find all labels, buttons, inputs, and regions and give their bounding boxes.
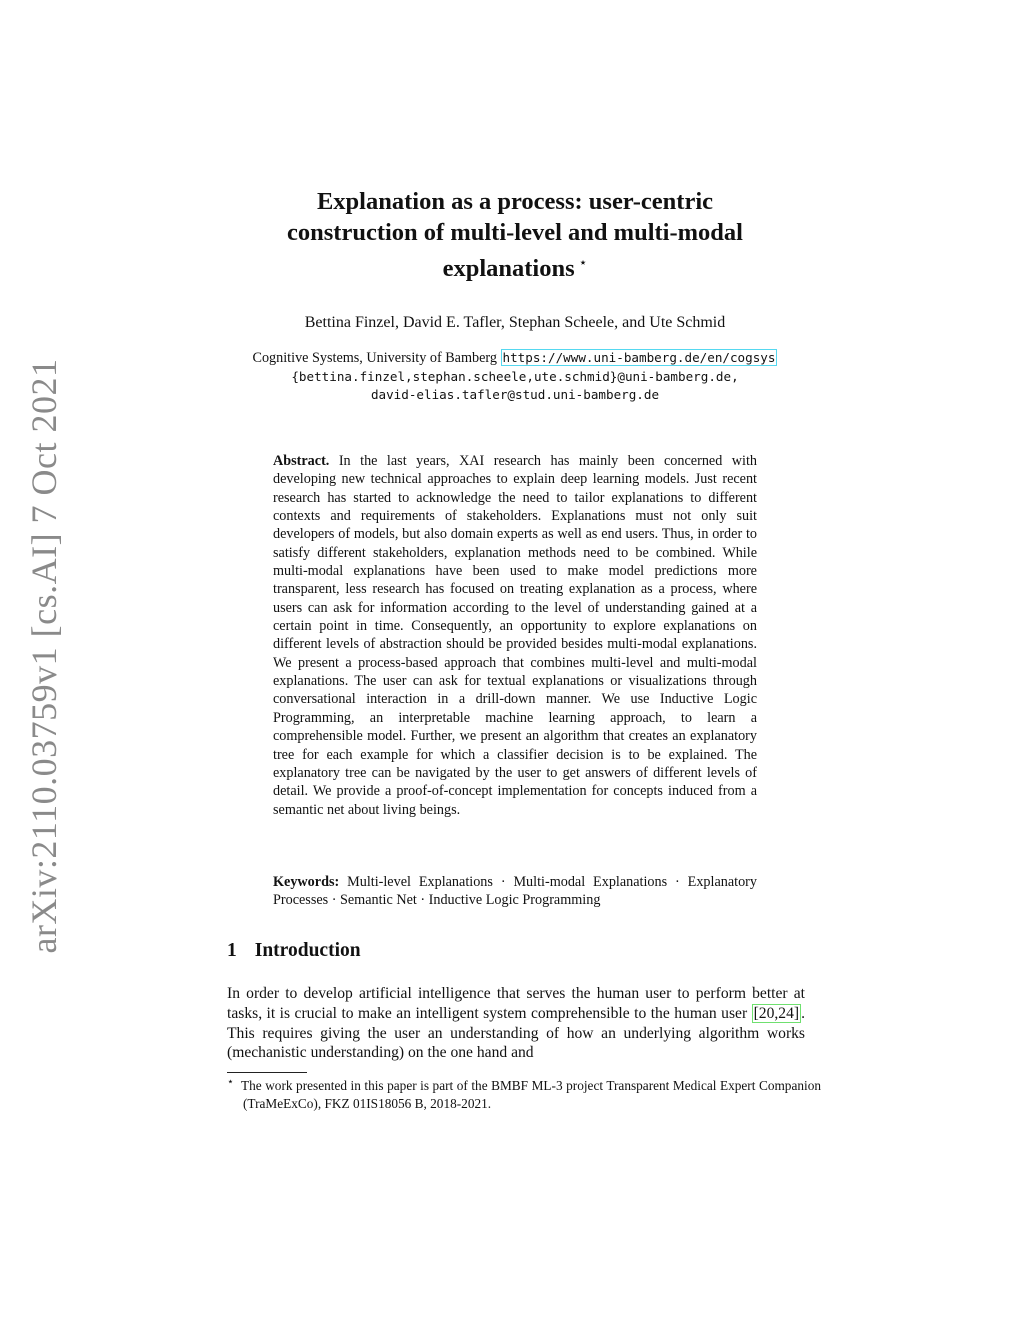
section-number: 1 (227, 940, 237, 961)
title-footnote-mark[interactable]: ⋆ (578, 256, 588, 271)
citation-link[interactable]: [20,24] (753, 1004, 800, 1022)
affiliation-line-1 (200, 349, 830, 368)
title-line-1: Explanation as a process: user-centric (316, 188, 714, 215)
section-title: Introduction (254, 940, 361, 961)
intro-text-before: In order to develop artificial intelligence that serves the human user to perform better at tasks, it is crucial to make an intelligent system comprehensible to the human user (227, 985, 805, 1022)
footnote-divider (227, 1072, 307, 1073)
footnote-text: The work presented in this paper is part of the BMBF ML-3 project Transparent Medical Expert Companion (TraMeExCo), FKZ 01IS18056 B, 2018-2021. (241, 1078, 821, 1112)
keywords-text: Multi-level Explanations · Multi-modal Explanations · Explanatory Processes · Semantic Net · Inductive Logic Programming (273, 874, 757, 909)
author-emails-line-1: {bettina.finzel,stephan.scheele,ute.schmid}@uni-bamberg.de, (291, 368, 739, 384)
abstract (273, 452, 757, 819)
footnote: ⋆ The work presented in this paper is part of the BMBF ML-3 project Transparent Medical Expert Companion (TraMeExCo), FKZ 01IS18056 B, 2018-2021. (227, 1075, 821, 1112)
title-line-3 (230, 248, 800, 284)
arxiv-identifier: arXiv:2110.03759v1 [cs.AI] 7 Oct 2021 (24, 358, 64, 954)
title-line-3-text: explanations (442, 255, 575, 283)
title-line-2: construction of multi-level and multi-modal (287, 219, 743, 246)
affiliation-block (200, 349, 830, 405)
paper-title (230, 186, 800, 284)
author-emails-line-2: david-elias.tafler@stud.uni-bamberg.de (370, 387, 660, 402)
keywords-label: Keywords: (273, 874, 340, 890)
institution-name: Cognitive Systems, University of Bamberg (252, 350, 497, 366)
abstract-label: Abstract. (273, 453, 330, 469)
institution-url-link[interactable]: https://www.uni-bamberg.de/en/cogsys (502, 350, 776, 365)
keywords (273, 873, 757, 910)
intro-text-after: . This requires giving the user an understanding of how an underlying algorithm works (mechanistic understanding) on the one hand and (227, 1004, 805, 1062)
introduction-paragraph (227, 984, 805, 1063)
author-list: Bettina Finzel, David E. Tafler, Stephan Scheele, and Ute Schmid (304, 314, 726, 331)
abstract-text: In the last years, XAI research has mainly been concerned with developing new technical approaches to explain deep learning models. Just recent research has started to acknowledge the need to tailor explanations to different contexts and requirements of stakeholders. Explanations must not only suit developers of models, but also domain experts as well as end users. Thus, in order to satisfy different stakeholders, explanation methods need to be combined. While multi-modal explanations have been used to make model predictions more transparent, less research has focused on treating explanation as a process, where users can ask for information according to the level of understanding gained at a certain point in time. Consequently, an opportunity to explore explanations on different levels of abstraction should be provided besides multi-modal explanations. We present a process-based approach that combines multi-level and multi-modal explanations. The user can ask for textual explanations or visualizations through conversational interaction in a drill-down manner. We use Inductive Logic Programming, an interpretable machine learning approach, to learn a comprehensible model. Further, we present an algorithm that creates an explanatory tree for each example for which a classifier decision is to be explained. The explanatory tree can be navigated by the user to get answers of different levels of detail. We provide a proof-of-concept implementation for concepts induced from a semantic net about living beings. (273, 453, 757, 818)
section-heading-introduction (227, 940, 361, 962)
